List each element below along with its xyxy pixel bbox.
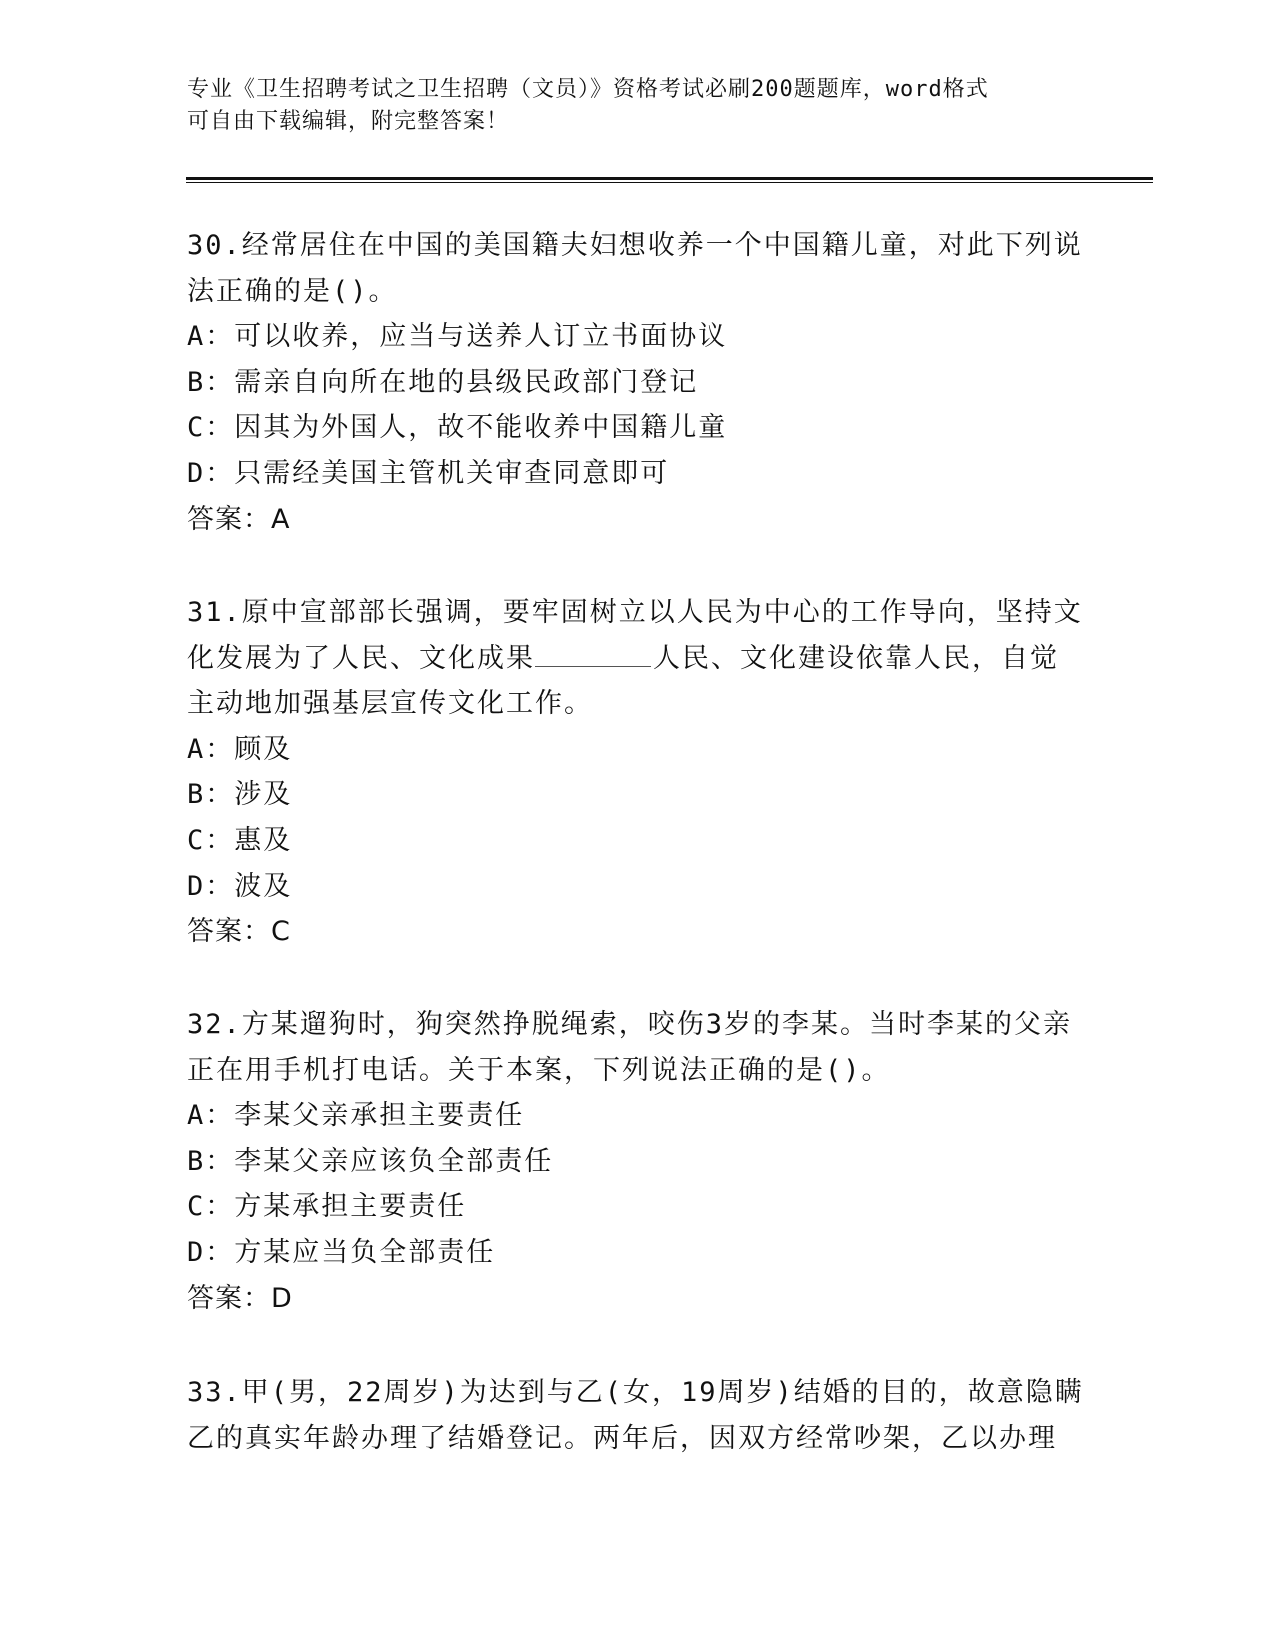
header-divider-thin (186, 182, 1153, 183)
fill-in-blank (535, 642, 651, 667)
question-text: 法正确的是()。 (187, 275, 398, 307)
option-c: C：惠及 (187, 824, 293, 856)
question-text-part: 化发展为了人民、文化成果 (187, 642, 535, 674)
option-d: D：方某应当负全部责任 (187, 1236, 496, 1268)
question-33 (187, 1370, 1087, 1461)
question-text: 正在用手机打电话。关于本案，下列说法正确的是()。 (187, 1054, 891, 1086)
question-text: 乙的真实年龄办理了结婚登记。两年后，因双方经常吵架，乙以办理 (187, 1422, 1057, 1454)
header-line-1: 专业《卫生招聘考试之卫生招聘（文员）》资格考试必刷200题题库，word格式 (187, 77, 989, 102)
answer: 答案：D (187, 1282, 293, 1314)
option-d: D：只需经美国主管机关审查同意即可 (187, 457, 670, 489)
question-text: 32.方某遛狗时，狗突然挣脱绳索，咬伤3岁的李某。当时李某的父亲 (187, 1009, 1073, 1040)
option-a: A：可以收养，应当与送养人订立书面协议 (187, 321, 728, 353)
document-header (187, 74, 1087, 138)
option-a: A：李某父亲承担主要责任 (187, 1100, 525, 1132)
option-a: A：顾及 (187, 733, 293, 765)
question-text (187, 636, 1087, 682)
question-30 (187, 223, 1087, 542)
question-31 (187, 590, 1087, 955)
header-divider (186, 177, 1153, 185)
question-text: 31.原中宣部部长强调，要牢固树立以人民为中心的工作导向，坚持文 (187, 597, 1083, 628)
answer: 答案：A (187, 503, 291, 535)
question-text: 30.经常居住在中国的美国籍夫妇想收养一个中国籍儿童，对此下列说 (187, 230, 1083, 261)
option-c: C：方某承担主要责任 (187, 1191, 467, 1223)
question-32 (187, 1002, 1087, 1321)
option-b: B：涉及 (187, 779, 293, 811)
option-b: B：李某父亲应该负全部责任 (187, 1145, 554, 1177)
option-d: D：波及 (187, 870, 293, 902)
option-c: C：因其为外国人，故不能收养中国籍儿童 (187, 412, 728, 444)
option-b: B：需亲自向所在地的县级民政部门登记 (187, 366, 699, 398)
question-text-part: 人民、文化建设依靠人民，自觉 (653, 642, 1059, 674)
header-line-2: 可自由下载编辑，附完整答案！ (187, 109, 510, 134)
question-text: 33.甲(男，22周岁)为达到与乙(女，19周岁)结婚的目的，故意隐瞒 (187, 1377, 1084, 1408)
question-text: 主动地加强基层宣传文化工作。 (187, 688, 593, 720)
answer: 答案：C (187, 916, 291, 948)
header-divider-thick (186, 177, 1153, 180)
